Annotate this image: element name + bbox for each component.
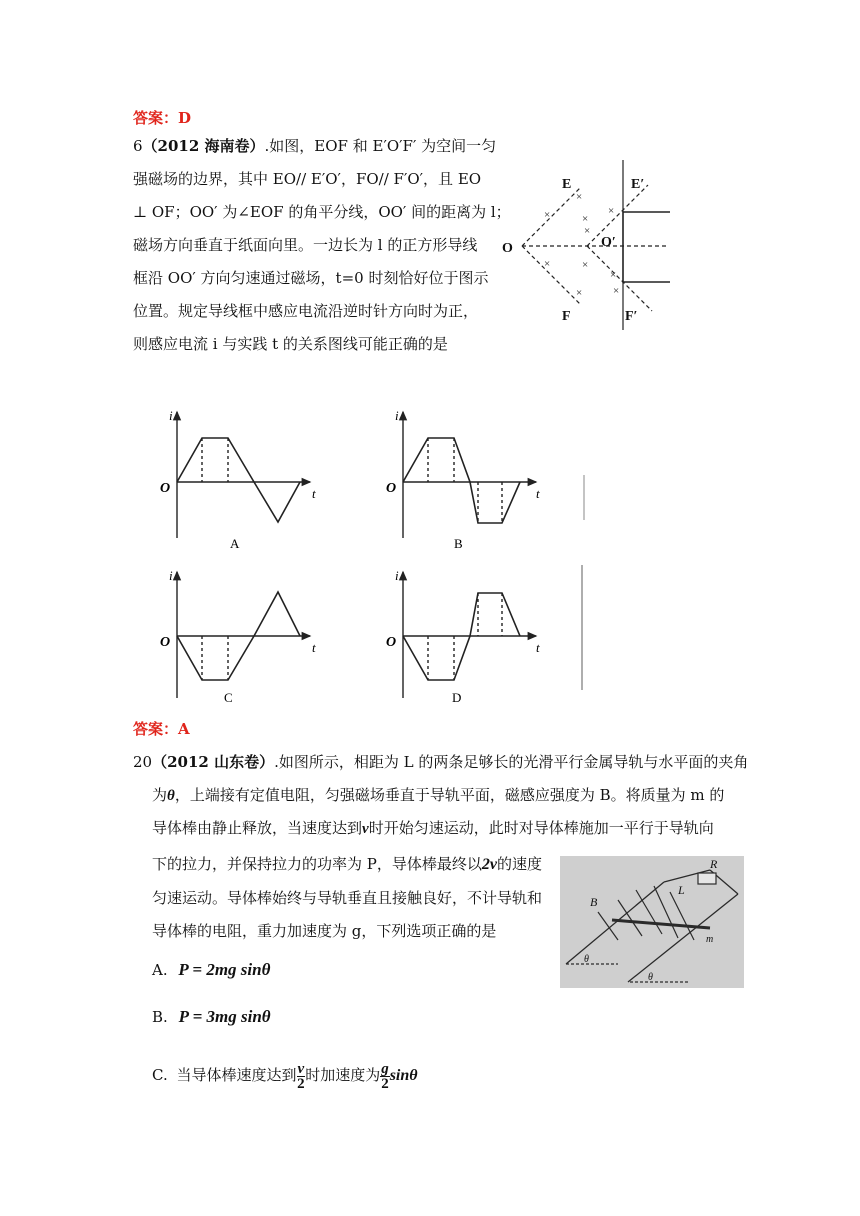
label-o-prime: O′ <box>601 235 616 250</box>
graph-options-figure <box>150 400 600 710</box>
q20-source: （2012 山东卷） <box>152 753 275 771</box>
option-a-label: A. <box>152 961 168 979</box>
option-b <box>152 1007 271 1027</box>
q6-line-5: 框沿 OO′ 方向匀速通过磁场，t=0 时刻恰好位于图示 <box>133 269 489 287</box>
q20-line-4-post: 的速度 <box>496 855 542 873</box>
q6-number: 6 <box>133 137 143 155</box>
cross-mark: × <box>544 258 551 270</box>
graph-d-origin: O <box>386 635 397 650</box>
option-a-formula: P = 2mg sinθ <box>178 960 271 979</box>
cross-mark: × <box>544 209 551 221</box>
q20-line-2 <box>152 785 724 806</box>
graph-a-name: A <box>230 536 240 551</box>
label-o: O <box>502 241 513 256</box>
theta-symbol: θ <box>167 788 175 804</box>
label-e-prime: E′ <box>631 177 645 192</box>
cross-mark: × <box>582 259 589 271</box>
photo-label-l: L <box>678 883 685 897</box>
graph-c-name: C <box>224 690 233 705</box>
cross-mark: × <box>610 269 617 281</box>
fraction-v-over-2: $\frac{v}{2}$ <box>297 1060 305 1092</box>
q20-line-1 <box>133 752 748 772</box>
inclined-rails-figure <box>560 856 744 988</box>
boundary-e2o2 <box>587 185 648 246</box>
q6-line-1: .如图，EOF 和 E′O′F′ 为空间一匀 <box>264 137 497 155</box>
graph-a <box>177 412 310 538</box>
label-e: E <box>562 177 572 192</box>
square-loop <box>623 212 670 282</box>
graph-b <box>403 412 536 538</box>
photo-label-r: R <box>710 857 718 871</box>
q20-line-4-pre: 下的拉力，并保持拉力的功率为 P，导体棒最终以 <box>152 855 482 873</box>
option-b-label: B. <box>152 1008 168 1026</box>
photo-label-theta-2: θ <box>648 972 653 983</box>
boundary-f2o2 <box>587 246 652 311</box>
option-c-text-1: 当导体棒速度达到 <box>176 1066 297 1084</box>
q20-line-1-text: .如图所示，相距为 L 的两条足够长的光滑平行金属导轨与水平面的夹角 <box>274 753 749 771</box>
q6-line-7: 则感应电流 i 与实践 t 的关系图线可能正确的是 <box>133 335 448 353</box>
q6-line-6: 位置。规定导线框中感应电流沿逆时针方向时为正， <box>133 302 479 320</box>
q20-line-4 <box>152 854 542 875</box>
cross-mark: × <box>613 285 620 297</box>
q20-line-6: 导体棒的电阻，重力加速度为 g，下列选项正确的是 <box>152 922 497 940</box>
photo-label-b: B <box>590 895 598 909</box>
answer-label-1: 答案：D <box>133 109 192 127</box>
boundary-eo <box>522 188 583 246</box>
label-f-prime: F′ <box>625 309 638 324</box>
two-v-symbol: 2v <box>481 856 497 873</box>
cross-mark: × <box>582 213 589 225</box>
graph-c-i-label: i <box>169 568 173 583</box>
cross-mark: × <box>584 225 591 237</box>
option-c-sin-theta: sinθ <box>389 1067 418 1084</box>
graph-a-i-label: i <box>169 408 173 423</box>
option-b-formula: P = 3mg sinθ <box>178 1007 271 1026</box>
option-a <box>152 960 270 980</box>
graph-c-t-label: t <box>312 640 316 655</box>
resistor <box>698 873 716 884</box>
answer-label-2: 答案：A <box>133 720 190 738</box>
cross-mark: × <box>608 205 615 217</box>
graph-d-t-label: t <box>536 640 540 655</box>
graph-a-origin: O <box>160 481 171 496</box>
option-c-label: C. <box>152 1066 168 1084</box>
q20-line-5: 匀速运动。导体棒始终与导轨垂直且接触良好，不计导轨和 <box>152 889 543 907</box>
cross-mark: × <box>576 287 583 299</box>
q20-line-2-pre: 为 <box>152 786 168 804</box>
q20-line-2-post: ，上端接有定值电阻，匀强磁场垂直于导轨平面，磁感应强度为 B。将质量为 m 的 <box>174 786 725 804</box>
q20-number: 20 <box>133 753 153 771</box>
graph-b-t-label: t <box>536 486 540 501</box>
q6-line-3: ⊥ OF；OO′ 为∠EOF 的角平分线，OO′ 间的距离为 l； <box>133 203 511 221</box>
q6-line-2: 强磁场的边界，其中 EO// E′O′，FO// F′O′，且 EO <box>133 170 482 188</box>
q6-first-line <box>133 136 496 156</box>
graph-d <box>403 572 536 698</box>
q6-line-4: 磁场方向垂直于纸面向里。一边长为 l 的正方形导线 <box>133 236 478 254</box>
graph-c <box>177 572 310 698</box>
v-symbol: v <box>362 821 369 837</box>
graph-d-i-label: i <box>395 568 399 583</box>
magnetic-field-figure <box>500 160 670 330</box>
q20-line-3 <box>152 818 714 839</box>
graph-b-origin: O <box>386 481 397 496</box>
label-f: F <box>562 309 571 324</box>
q6-source: （2012 海南卷） <box>142 137 265 155</box>
cross-mark: × <box>576 191 583 203</box>
q20-line-3-post: 时开始匀速运动，此时对导体棒施加一平行于导轨向 <box>368 819 714 837</box>
option-c-text-2: 时加速度为 <box>305 1066 381 1084</box>
photo-label-m: m <box>706 934 714 945</box>
fraction-g-over-2: $\frac{g}{2}$ <box>381 1060 389 1092</box>
q20-line-3-pre: 导体棒由静止释放，当速度达到 <box>152 819 363 837</box>
boundary-fo <box>522 246 583 304</box>
photo-label-theta-1: θ <box>584 954 589 965</box>
graph-b-name: B <box>454 536 463 551</box>
graph-d-name: D <box>452 690 462 705</box>
graph-b-i-label: i <box>395 408 399 423</box>
option-c <box>152 1058 418 1093</box>
graph-a-t-label: t <box>312 486 316 501</box>
graph-c-origin: O <box>160 635 171 650</box>
